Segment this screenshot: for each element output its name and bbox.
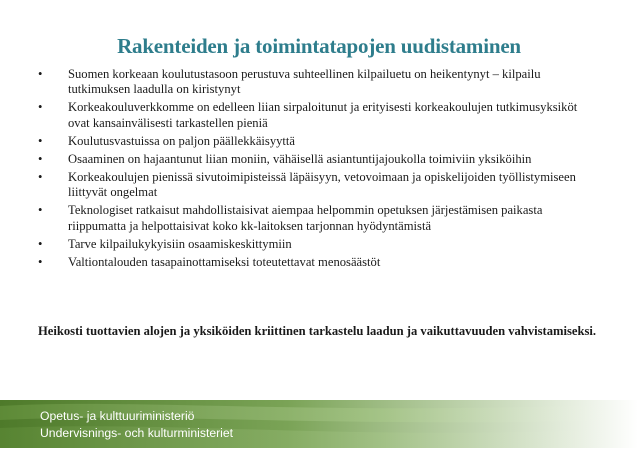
bullet-item: • Korkeakouluverkkomme on edelleen liian sirpaloitunut ja erityisesti korkeakoulujen tutkimusyksiköt ovat kansainvälisesti tarkastellen pieniä [38, 100, 598, 131]
footer-gradient-graphic [0, 398, 638, 451]
bullet-list [38, 67, 598, 273]
bullet-item: • Osaaminen on hajaantunut liian moniin, vähäisellä asiantuntijajoukolla toimiviin yksiköihin [38, 152, 598, 167]
bullet-item: • Koulutusvastuissa on paljon päällekkäisyyttä [38, 134, 598, 149]
ministry-name-sv: Undervisnings- och kulturministeriet [40, 426, 234, 440]
conclusion-text: Heikosti tuottavien alojen ja yksiköiden kriittinen tarkastelu laadun ja vaikuttavuuden vahvistamiseksi. [38, 324, 597, 338]
ministry-name-fi: Opetus- ja kulttuuriministeriö [40, 409, 195, 423]
ministry-footer-banner [0, 398, 638, 451]
bullet-item: • Teknologiset ratkaisut mahdollistaisivat aiempaa helpommin opetuksen järjestämisen paikasta riippumatta ja helpottaisivat koko kk-laitoksen tarjonnan hyödyntämistä [38, 203, 598, 234]
bullet-item: • Valtiontalouden tasapainottamiseksi toteutettavat menosäästöt [38, 255, 598, 270]
bullet-item: • Korkeakoulujen pienissä sivutoimipisteissä läpäisyyn, vetovoimaan ja opiskelijoiden työllistymiseen liittyvät ongelmat [38, 170, 598, 201]
bullet-item: • Suomen korkeaan koulutustasoon perustuva suhteellinen kilpailuetu on heikentynyt – kilpailu tutkimuksen laadulla on kiristynyt [38, 67, 598, 98]
bullet-item: • Tarve kilpailukykyisiin osaamiskeskittymiin [38, 237, 598, 252]
slide-title: Rakenteiden ja toimintatapojen uudistaminen [117, 34, 521, 58]
